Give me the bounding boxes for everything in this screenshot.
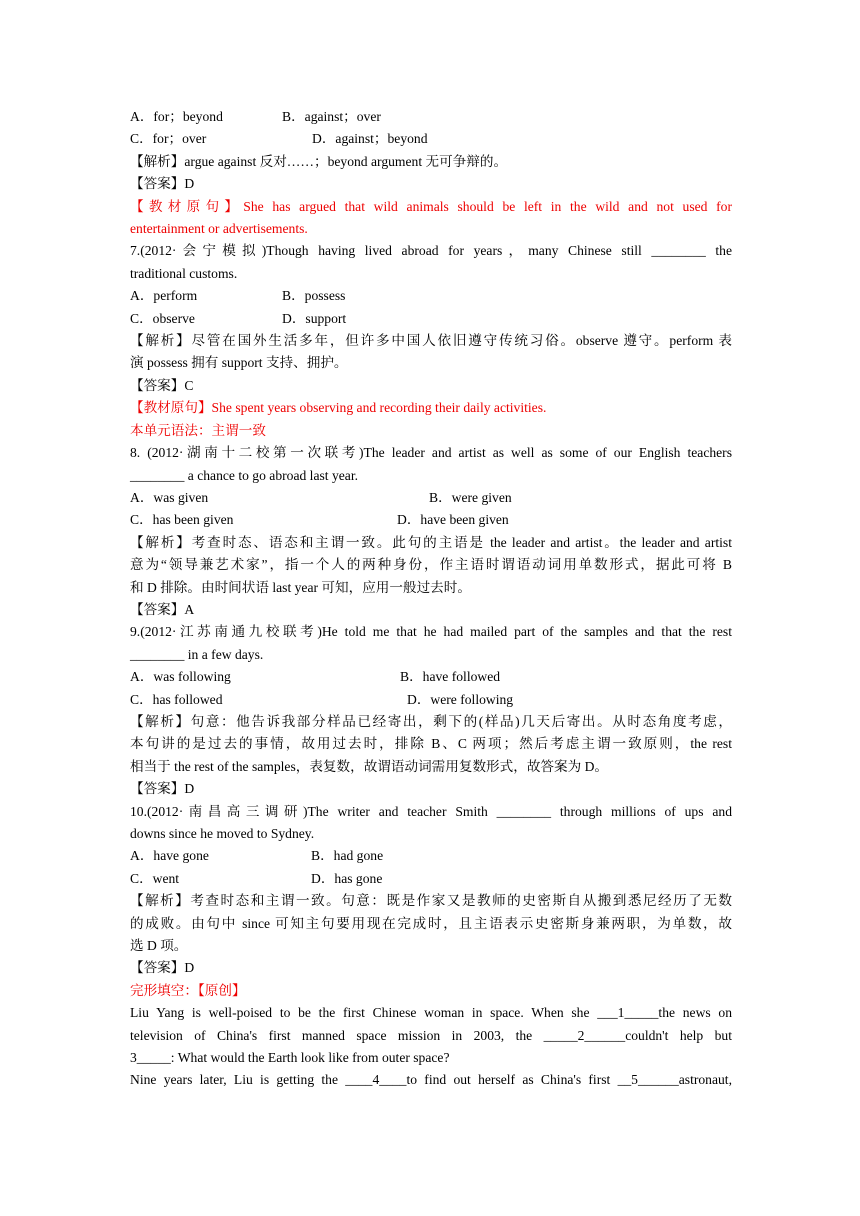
cloze-line2 [130, 1025, 732, 1047]
cloze-line1 [130, 1002, 732, 1024]
q9-option-d: D．were following [407, 691, 514, 707]
q9-analysis-line2: 本句讲的是过去的事情，故用过去时，排除 B、C 两项；然后考虑主谓一致原则，the rest [130, 736, 732, 752]
q8-options-row1 [130, 487, 732, 509]
q10-option-c: C．went [130, 870, 180, 886]
q10-option-b: B．had gone [311, 848, 384, 864]
q7-analysis-line2: 演 possess 拥有 support 支持、拥护。 [130, 355, 348, 371]
q6-options-row2 [130, 128, 732, 150]
q8-options-row2 [130, 509, 732, 531]
q10-option-a: A．have gone [130, 848, 209, 864]
q8-option-a: A．was given [130, 489, 209, 505]
q10-stem-line2: downs since he moved to Sydney. [130, 826, 315, 841]
q8-answer: 【答案】A [130, 601, 195, 617]
q7-options-row2 [130, 308, 732, 330]
q10-analysis-line1: 【解析】考查时态和主谓一致。句意：既是作家又是教师的史密斯自从搬到悉尼经历了无数 [130, 893, 732, 909]
q7-option-d: D．support [282, 310, 347, 326]
q8-analysis-line1: 【解析】考查时态、语态和主谓一致。此句的主语是 the leader and artist。the leader and artist [130, 534, 732, 550]
q7-stem-line1: 7.(2012·会宁模拟)Though having lived abroad for years，many Chinese still ________ the [130, 243, 732, 259]
q8-option-b: B．were given [429, 489, 512, 505]
cloze-text: couldn't help but [625, 1027, 732, 1043]
q9-option-b: B．have followed [400, 669, 501, 685]
q9-options-row2 [130, 689, 732, 711]
q8-analysis-line2: 意为“领导兼艺术家”，指一个人的两种身份，作主语时谓语动词用单数形式，据此可将 B [130, 557, 732, 573]
cloze-text: the news on [658, 1005, 732, 1021]
cloze-text: astronaut, [678, 1072, 732, 1088]
q10-analysis-line3: 选 D 项。 [130, 938, 188, 954]
q6-option-b: B．against；over [282, 109, 381, 124]
q6-option-c: C．for；over [130, 131, 207, 147]
q6-analysis: 【解析】argue against 反对……；beyond argument 无可争辩的。 [130, 153, 508, 169]
q7-option-c: C．observe [130, 310, 195, 326]
q9-analysis-line1: 【解析】句意：他告诉我部分样品已经寄出，剩下的(样品)几天后寄出。从时态角度考虑， [130, 713, 732, 729]
q9-options-row1 [130, 666, 732, 688]
q7-options-row1 [130, 285, 732, 307]
cloze-blank-1: ___1_____ [597, 1005, 659, 1021]
cloze-text: : What would the Earth look like from outer space? [170, 1050, 450, 1066]
q10-options-row1 [130, 845, 732, 867]
q10-analysis-line2: 的成败。由句中 since 可知主句要用现在完成时，且主语表示史密斯身兼两职，为单数，故 [130, 915, 732, 931]
q9-stem-line2: ________ in a few days. [130, 646, 264, 662]
cloze-text: to find out herself as China's first [406, 1072, 611, 1088]
cloze-blank-3: 3_____ [130, 1050, 171, 1066]
q10-stem-line1: 10.(2012·南昌高三调研)The writer and teacher Smith ________ through millions of ups and [130, 803, 732, 819]
q10-answer: 【答案】D [130, 960, 195, 976]
q8-option-c: C．has been given [130, 512, 234, 528]
q9-option-a: A．was following [130, 669, 231, 685]
q6-options-row1 [130, 106, 732, 128]
q7-stem-line2: traditional customs. [130, 265, 238, 281]
q8-stem-line1: 8. (2012·湖南十二校第一次联考)The leader and artist as well as some of our English teachers [130, 445, 732, 461]
q7-analysis-line1: 【解析】尽管在国外生活多年，但许多中国人依旧遵守传统习俗。observe 遵守。perform 表 [130, 333, 732, 349]
q8-stem-line2: ________ a chance to go abroad last year. [130, 467, 358, 483]
q8-option-d: D．have been given [397, 512, 509, 528]
cloze-text: television of China's first manned space mission in 2003, the [130, 1027, 533, 1043]
q9-answer: 【答案】D [130, 781, 195, 797]
q6-option-d: D．against；beyond [312, 131, 428, 147]
q9-analysis-line3: 相当于 the rest of the samples，表复数，故谓语动词需用复数形式，故答案为 D。 [130, 758, 609, 774]
q6-answer: 【答案】D [130, 176, 195, 192]
cloze-heading: 完形填空：【原创】 [130, 982, 246, 998]
q9-stem-line1: 9.(2012·江苏南通九校联考)He told me that he had mailed part of the samples and that the rest [130, 624, 732, 640]
cloze-text: Nine years later, Liu is getting the [130, 1072, 339, 1088]
q7-option-a: A．perform [130, 288, 198, 304]
q9-option-c: C．has followed [130, 691, 223, 707]
q7-answer: 【答案】C [130, 377, 194, 393]
q7-option-b: B．possess [282, 288, 346, 304]
document-content [130, 106, 732, 1092]
q6-option-a: A．for；beyond [130, 109, 223, 124]
cloze-blank-2: _____2______ [543, 1027, 626, 1043]
cloze-text: Liu Yang is well-poised to be the first Chinese woman in space. When she [130, 1005, 590, 1021]
q6-source-line1: 【教材原句】She has argued that wild animals should be left in the wild and not used for [130, 198, 732, 214]
q10-option-d: D．has gone [311, 870, 383, 886]
grammar-heading: 本单元语法：主谓一致 [130, 422, 266, 438]
cloze-blank-4: ____4____ [345, 1072, 407, 1088]
cloze-blank-5: __5______ [617, 1072, 679, 1088]
q10-options-row2 [130, 868, 732, 890]
cloze-line3 [130, 1047, 732, 1069]
cloze-line4 [130, 1069, 732, 1091]
q8-analysis-line3: 和 D 排除。由时间状语 last year 可知，应用一般过去时。 [130, 579, 471, 595]
q6-source-line2: entertainment or advertisements. [130, 221, 308, 237]
q7-source: 【教材原句】She spent years observing and recording their daily activities. [130, 400, 547, 416]
